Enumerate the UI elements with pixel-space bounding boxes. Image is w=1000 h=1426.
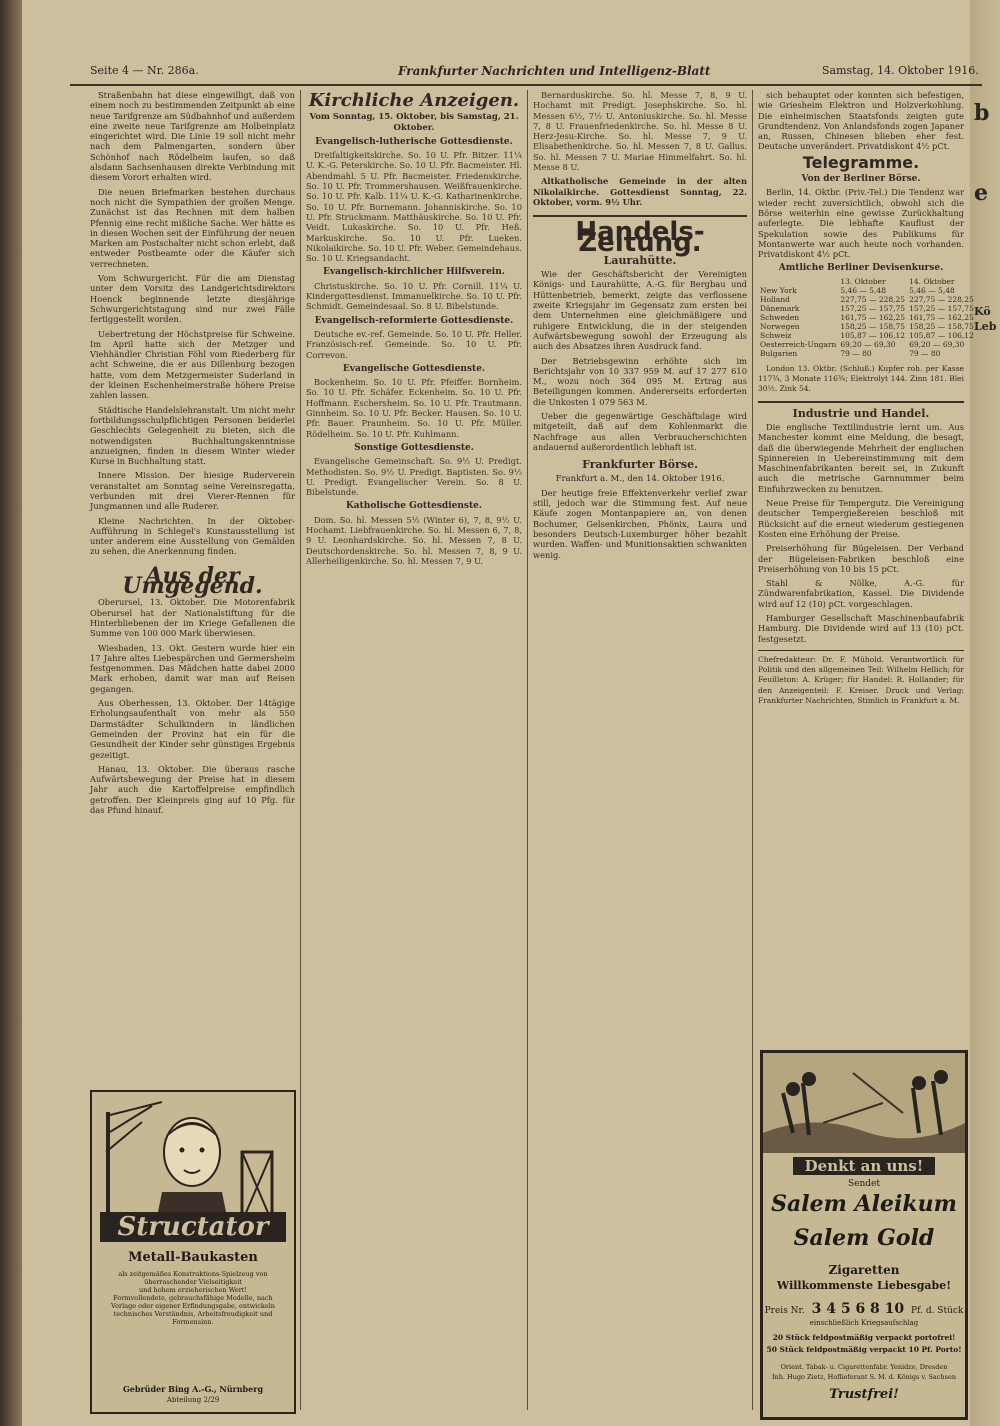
salem-company: Orient. Tabak- u. Cigarettenfabr. Yenidze, Dresden (780, 1363, 948, 1371)
church-listing: Bernarduskirche. So. hl. Messe 7, 8, 9 U. Hochamt mit Predigt. Josephskirche. So. hl. Messen 6½, 7½ U. Antoniuskirche. So. hl. Messe 7, 8 U. Frauenfriedenkirche. So. hl. Messe 8 U. Herz-Jesu-Kirche. So. hl. Messe 7, 9 U. Elisabethenkirche. So. hl. Messen 7, 8 U. Gallus. So. hl. Messen 7 U. Mariae Himmelfahrt. So. hl. Messe 8 U. (533, 90, 747, 173)
article-paragraph: Neue Preise für Tempergutz. Die Vereinigung deutscher Tempergießereien beschloß mit Rücksicht auf die erneut wiederum gestiegenen Kosten eine Erhöhung der Preise. (758, 498, 964, 539)
article-title: Industrie und Handel. (792, 406, 930, 420)
page-number: Seite 4 — Nr. 286a. (90, 64, 199, 77)
column-1 (90, 90, 295, 1080)
table-cell: Oesterreich-Ungarn (760, 339, 837, 349)
salem-pack-1: 20 Stück feldpostmäßig verpackt portofrei! (772, 1333, 956, 1342)
table-cell: 158,25 — 158,75 (909, 321, 974, 331)
structator-product: Metall-Baukasten (128, 1250, 258, 1265)
table-row (758, 286, 976, 295)
table-row (758, 322, 976, 331)
article-paragraph: Berlin, 14. Oktbr. (Priv.-Tel.) Die Tendenz war wieder recht zuversichtlich, obwohl sich die Börse weiterhin eine gewisse Zurückhaltung auferlegte. Die lebhafte Kauflust der Spekulation sowie des Publikums für Montanwerte war auch heute noch vorhanden. Privatdiskont 4½ pCt. (758, 187, 964, 260)
church-notice: Altkatholische Gemeinde in der alten Nikolaikirche. Gottesdienst Sonntag, 22. Oktober, vorm. 9½ Uhr. (533, 176, 747, 207)
column-rule (527, 90, 528, 1410)
edge-letter: e (974, 180, 988, 206)
structator-copy (92, 1270, 294, 1326)
table-header (758, 277, 838, 286)
book-binding (0, 0, 22, 1426)
section-divider (758, 401, 964, 403)
church-listing: Dom. So. hl. Messen 5½ (Winter 6), 7, 8, 9½ U. Hochamt. Liebfrauenkirche. So. hl. Messen 6, 7, 8, 9 U. Leonhardskirche. So. hl. Messen 7, 8 U. Deutschordenskirche. So. hl. Messen 7, 8, 9 U. Allerheiligenkirche. So. hl. Messen 7, 9 U. (306, 514, 522, 566)
salem-brand-2: Salem Gold (793, 1225, 935, 1251)
table-cell: 227,75 — 228,25 (909, 294, 974, 304)
article-paragraph: Städtische Handelslehranstalt. Um nicht mehr fortbildungsschulpflichtigen Personen beiderlei Geschlechts Gelegenheit zu bieten, sich die notwendigsten Buchhaltungskenntnisse anzueignen, finden in diesem Winter wieder Kurse in Buchhaltung statt. (90, 404, 295, 467)
salem-trust: Trustfrei! (829, 1387, 899, 1402)
article-paragraph: Die neuen Briefmarken bestehen durchaus noch nicht die Sympathien der großen Menge. Zunächst ist das Rechnen mit dem halben Pfennig eine recht mißliche Sache. Wer hätte es in diesen Wochen seit der Einführung der neuen Marken am Postschalter nicht schon erlebt, daß entweder Postbeamte oder die Käufer sich verrechneten. (90, 186, 295, 269)
adjacent-page-edge (970, 0, 1000, 1426)
table-cell: 157,25 — 157,75 (840, 303, 906, 313)
article-paragraph: Kleine Nachrichten. In der Oktober-Aufführung in Schlegel's Kunstausstellung ist unter anderem eine Ausstellung von Gemälden zu sehen, die Anerkennung finden. (90, 515, 295, 557)
salem-advertisement (760, 1050, 968, 1420)
salem-owner: Inh. Hugo Zietz, Hoflieferant S. M. d. Königs v. Sachsen (771, 1373, 957, 1381)
table-cell: Holland (760, 294, 790, 304)
column-2 (306, 90, 522, 1420)
telegram-heading: Telegramme. (802, 152, 920, 172)
article-paragraph: Ueber die gegenwärtige Geschäftslage wird mitgeteilt, daß auf dem Kohlenmarkt die Nachfrage aus allen Verbraucherschichten andauernd außerordentlich lebhaft ist. (533, 411, 747, 452)
table-cell: 161,75 — 162,25 (909, 312, 974, 322)
article-paragraph: Aus Oberhessen, 13. Oktober. Der 14tägige Erholungsaufenthalt von mehr als 550 Darmstädter Schulkindern in ländlichen Gemeinden der Provinz hat ein für die Gesundheit der Kinder sehr günstiges Ergebnis gezeitigt. (90, 698, 295, 760)
metal-market-note: London 13. Oktbr. (Schluß.) Kupfer roh. per Kasse 117¾, 3 Monate 116¾; Elektrolyt 144. Zinn 181. Blei 30½. Zink 54. (758, 363, 964, 394)
table-header: 14. Oktober (909, 276, 955, 286)
article-paragraph: Wie der Geschäftsbericht der Vereinigten Königs- und Laurahütte, A.-G. für Bergbau und Hüttenbetrieb, bemerkt, zeigte das verflossene zweite Kriegsjahr im Gegensatz zum ersten bei dem Unternehmen eine gleichmäßigere und ruhigere Entwicklung, die in der steigenden Aufwärtsbewegung sowohl der Erzeugung als auch des Absatzes ihren Ausdruck fand. (533, 269, 747, 352)
church-listing: Christuskirche. So. 10 U. Pfr. Cornill. 11¼ U. Kindergottesdienst. Immanuelkirche. So. 10 U. Pfr. Schmidt. Gemeindesaal. So. 8 U. Bibelstunde. (306, 280, 522, 312)
table-cell: 158,25 — 158,75 (840, 321, 906, 331)
church-heading: Kirchliche Anzeigen. (308, 90, 520, 111)
article-paragraph: Wiesbaden, 13. Okt. Gestern wurde hier ein 17 Jahre altes Liebespärchen und Germersheim festgenommen. Das Mädchen hatte dabei 2000 Mark erhoben, damit war man auf Reisen gegangen. (90, 642, 295, 694)
structator-brand: Structator (100, 1212, 286, 1242)
exchange-rate-table (758, 277, 976, 358)
church-section: Sonstige Gottesdienste. (354, 442, 474, 453)
salem-brand-1: Salem Aleikum (771, 1191, 957, 1217)
imprint: Chefredakteur: Dr. F. Mühold. Verantwortlich für Politik und den allgemeinen Teil: Wilhelm Hellich; für Feuilleton: A. Krüger; für Handel: R. Hollander; für den Anzeigenteil: F. Kreiser. Druck und Verlag: Frankfurter Nachrichten, Stimlich in Frankfurt a. M. (758, 654, 964, 706)
table-row (758, 349, 976, 358)
table-cell: 69,20 — 69,30 (840, 339, 896, 349)
structator-advertisement (90, 1090, 296, 1414)
section-heading: Aus der Umgegend. (122, 562, 263, 600)
table-row (758, 340, 976, 349)
article-paragraph: Hanau, 13. Oktober. Die überaus rasche Aufwärtsbewegung der Preise hat in diesem Jahr auch die Kartoffelpreise empfindlich getroffen. Der Kleinpreis ging auf 10 Pfg. für das Pfund hinauf. (90, 763, 295, 815)
table-cell: 79 — 80 (909, 348, 941, 358)
article-paragraph: Preiserhöhung für Bügeleisen. Der Verband der Bügeleisen-Fabriken beschloß eine Preiserhöhung von 10 bis 15 pCt. (758, 543, 964, 574)
article-title: Frankfurter Börse. (582, 458, 698, 472)
table-cell: 5,46 — 5,48 (840, 285, 886, 295)
table-cell: 5,46 — 5,48 (909, 285, 955, 295)
price-unit: Pf. d. Stück (911, 1306, 964, 1316)
article-paragraph: Innere Mission. Der hiesige Ruderverein veranstaltet am Sonntag seine Vereinsregatta, verbunden mit drei Vierer-Rennen für Jungmannen und alle Ruderer. (90, 470, 295, 512)
table-cell: 161,75 — 162,25 (840, 312, 906, 322)
church-listing: Dreifaltigkeitskirche. So. 10 U. Pfr. Bitzer. 11¼ U. K.-G. Peterskirche. So. 10 U. Pfr. Bacmeister. Hl. Abendmahl. 5 U. Pfr. Bacmeister. Friedenskirche. So. 10 U. Pfr. Trommershausen. Weißfrauenkirche. So. 10 U. Pfr. Kalb. 11¼ U. K.-G. Katharinenkirche. So. 10 U. Pfr. Bornemann. Johanniskirche. So. 10 U. Pfr. Struckmann. Matthäuskirche. So. 10 U. Pfr. Veidt. Lukaskirche. So. 10 U. Pfr. Heß. Markuskirche. So. 10 U. Pfr. Lueken. Nikolaikirche. So. 10 U. Pfr. Weber. Gemeindehaus. So. 10 U. Kriegsandacht. (306, 150, 522, 264)
article-dateline: Frankfurt a. M., den 14. Oktober 1916. (555, 473, 725, 484)
table-cell: 105,87 — 106,12 (909, 330, 974, 340)
church-listing: Evangelische Gemeinschaft. So. 9½ U. Predigt. Methodisten. So. 9½ U. Predigt. Baptisten. So. 9½ U. Predigt. Evangelischer Verein. So. 8 U. Bibelstunde. (306, 456, 522, 498)
table-title: Amtliche Berliner Devisenkurse. (778, 263, 944, 274)
column-3 (533, 90, 747, 1420)
handels-heading: Handels-Zeitung. (575, 217, 705, 258)
table-cell: New York (760, 285, 797, 295)
structator-maker: Gebrüder Bing A.-G., Nürnberg (122, 1384, 264, 1394)
column-4 (758, 90, 974, 1140)
newspaper-title: Frankfurter Nachrichten und Intelligenz-Blatt (398, 64, 711, 78)
header-rule (70, 84, 982, 86)
structator-line: als zeitgemäßes Konstruktions-Spielzeug von überraschender Vielseitigkeit (118, 1270, 268, 1286)
church-listing: Bockenheim. So. 10 U. Pfr. Pfeiffer. Bornheim. So. 10 U. Pfr. Schäfer. Eckenheim. So. 10 U. Pfr. Hoffmann. Eschersheim. So. 10 U. Pfr. Trautmann. Ginnheim. So. 10 U. Pfr. Becker. Hausen. So. 10 U. Pfr. Bauer. Praunheim. So. 10 U. Pfr. Müller. Rödelheim. So. 10 U. Pfr. Kuhlmann. (306, 377, 522, 439)
church-section: Evangelisch-reformierte Gottesdienste. (314, 315, 514, 326)
church-section: Evangelisch-kirchlicher Hilfsverein. (323, 267, 505, 278)
table-cell: Dänemark (760, 303, 800, 313)
article-title: Von der Berliner Börse. (801, 174, 921, 185)
article-paragraph: Uebertretung der Höchstpreise für Schweine. Im April hatte sich der Metzger und Viehhändler Christian Föhl vom Riederberg für acht Schweine, die er aus Dillenburg bezogen hatte, vom dem Metzgermeister Suderland in der kleinen Eschenheimerstraße höhere Preise zahlen lassen. (90, 328, 295, 401)
price-label: Preis Nr. (764, 1306, 805, 1316)
article-paragraph: Die englische Textilindustrie lernt um. Aus Manchester kommt eine Meldung, die besagt, daß die überwiegende Mehrheit der englischen Spinnereien in Uebereinstimmung mit dem Maschinenfabrikanten bereit sei, in Zukunft auch die metrische Garnnummer beim Einfuhrzwecken zu benutzen. (758, 421, 964, 494)
church-date-range: Vom Sonntag, 15. Oktober, bis Samstag, 21. Oktober. (309, 112, 519, 133)
salem-slogan: Willkommenste Liebesgabe! (776, 1279, 952, 1292)
table-row (758, 313, 976, 322)
issue-date: Samstag, 14. Oktober 1916. (822, 64, 979, 77)
article-paragraph: sich behauptet oder konnten sich befestigen, wie Griesheim Elektron und Holzverkohlung. Die einheimischen Staatsfonds zeigten gute Grundtendenz. Von Anlandsfonds zogen Japaner an, Russen, Chinesen blieben eher fest. Deutsche unverändert. Privatdiskont 4½ pCt. (758, 90, 964, 152)
article-paragraph: Oberursel, 13. Oktober. Die Motorenfabrik Oberursel hat der Nationalstiftung für die Hinterbliebenen der im Kriege Gefallenen die Summe von 100 000 Mark überwiesen. (90, 597, 295, 639)
salem-product: Zigaretten (828, 1263, 900, 1277)
table-cell: 69,20 — 69,30 (909, 339, 965, 349)
section-divider (758, 650, 964, 651)
edge-letter: Leb (974, 320, 997, 333)
table-row (758, 331, 976, 340)
table-cell: Schweden (760, 312, 800, 322)
edge-letter: b (974, 100, 990, 126)
edge-letter: Kö (974, 305, 991, 318)
salem-send: Sendet (848, 1179, 880, 1189)
article-title: Laurahütte. (603, 253, 677, 267)
church-listing: Deutsche ev.-ref. Gemeinde. So. 10 U. Pfr. Heller. Französisch-ref. Gemeinde. So. 10 U. Pfr. Correvon. (306, 328, 522, 360)
table-row (758, 304, 976, 313)
salem-price-line (763, 1301, 965, 1317)
salem-pack-2: 50 Stück feldpostmäßig verpackt 10 Pf. Porto! (766, 1345, 962, 1354)
article-paragraph: Der Betriebsgewinn erhöhte sich im Berichtsjahr von 10 337 959 M. auf 17 277 610 M., wozu noch 364 095 M. Ertrag aus Beteiligungen kommen. Andererseits erforderten die Unkosten 1 079 563 M. (533, 355, 747, 407)
article-paragraph: Stahl & Nölke, A.-G. für Zündwarenfabrikation, Kassel. Die Dividende wird auf 12 (10) pCt. vorgeschlagen. (758, 578, 964, 609)
structator-line: und hohem erzieherischen Wert! (138, 1286, 248, 1294)
table-header-row (758, 277, 976, 286)
salem-tax-note: einschließlich Kriegsaufschlag (809, 1319, 919, 1327)
table-header: 13. Oktober (840, 276, 886, 286)
table-cell: Norwegen (760, 321, 800, 331)
church-section: Evangelisch-lutherische Gottesdienste. (315, 136, 513, 147)
table-row (758, 295, 976, 304)
table-cell: 157,25 — 157,75 (909, 303, 974, 313)
table-cell: Schweiz (760, 330, 792, 340)
structator-line: Formvollendete, gebrauchsfähige Modelle, nach Vorlage oder eigener Erfindungsgabe, entwickeln technisches Verständnis, Arbeitsfreudigkeit und Formensinn. (111, 1294, 275, 1326)
article-paragraph: Vom Schwurgericht. Für die am Dienstag unter dem Vorsitz des Landgerichtsdirektors Hoenck beginnende letzte diesjährige Schwurgerichtstagung sind nur zwei Fälle fertiggestellt worden. (90, 273, 295, 325)
column-rule (300, 90, 301, 1410)
table-cell: 227,75 — 228,25 (840, 294, 906, 304)
salem-headline: Denkt an uns! (793, 1157, 935, 1175)
soldiers-illustration (763, 1053, 965, 1153)
article-paragraph: Hamburger Gesellschaft Maschinenbaufabrik Hamburg. Die Dividende wird auf 13 (10) pCt. festgesetzt. (758, 612, 964, 644)
structator-dept: Abteilung 2/29 (166, 1396, 220, 1404)
price-numbers: 3 4 5 6 8 10 (811, 1301, 905, 1317)
church-section: Katholische Gottesdienste. (345, 501, 482, 512)
table-cell: Bulgarien (760, 348, 798, 358)
column-rule (752, 90, 753, 1410)
article-paragraph: Der heutige freie Effektenverkehr verlief zwar still, jedoch war die Stimmung fest. Auf neue Käufe zogen Montanpapiere an, von denen Bochumer, Gelsenkirchen, Phönix, Laura und besonders Deutsch-Luxemburger höher bezahlt wurden. Waffen- und Munitionsaktien schwankten wenig. (533, 487, 747, 560)
table-cell: 105,87 — 106,12 (840, 330, 906, 340)
article-paragraph: Straßenbahn hat diese eingewilligt, daß von einem noch zu bestimmenden Zeitpunkt ab eine neue Tarifgrenze am Südbahnhof und außerdem eine zweite neue Tarifgrenze am Holbeinplatz eingerichtet wird. Die Linie 19 soll nicht mehr nach dem Palmengarten, sondern über Schönhof nach Rödelheim laufen, so daß alsdann Sachsenhausen direkte Verbindung mit diesem Vorort erhalten wird. (90, 90, 295, 183)
table-cell: 79 — 80 (840, 348, 872, 358)
church-section: Evangelische Gottesdienste. (342, 363, 486, 374)
